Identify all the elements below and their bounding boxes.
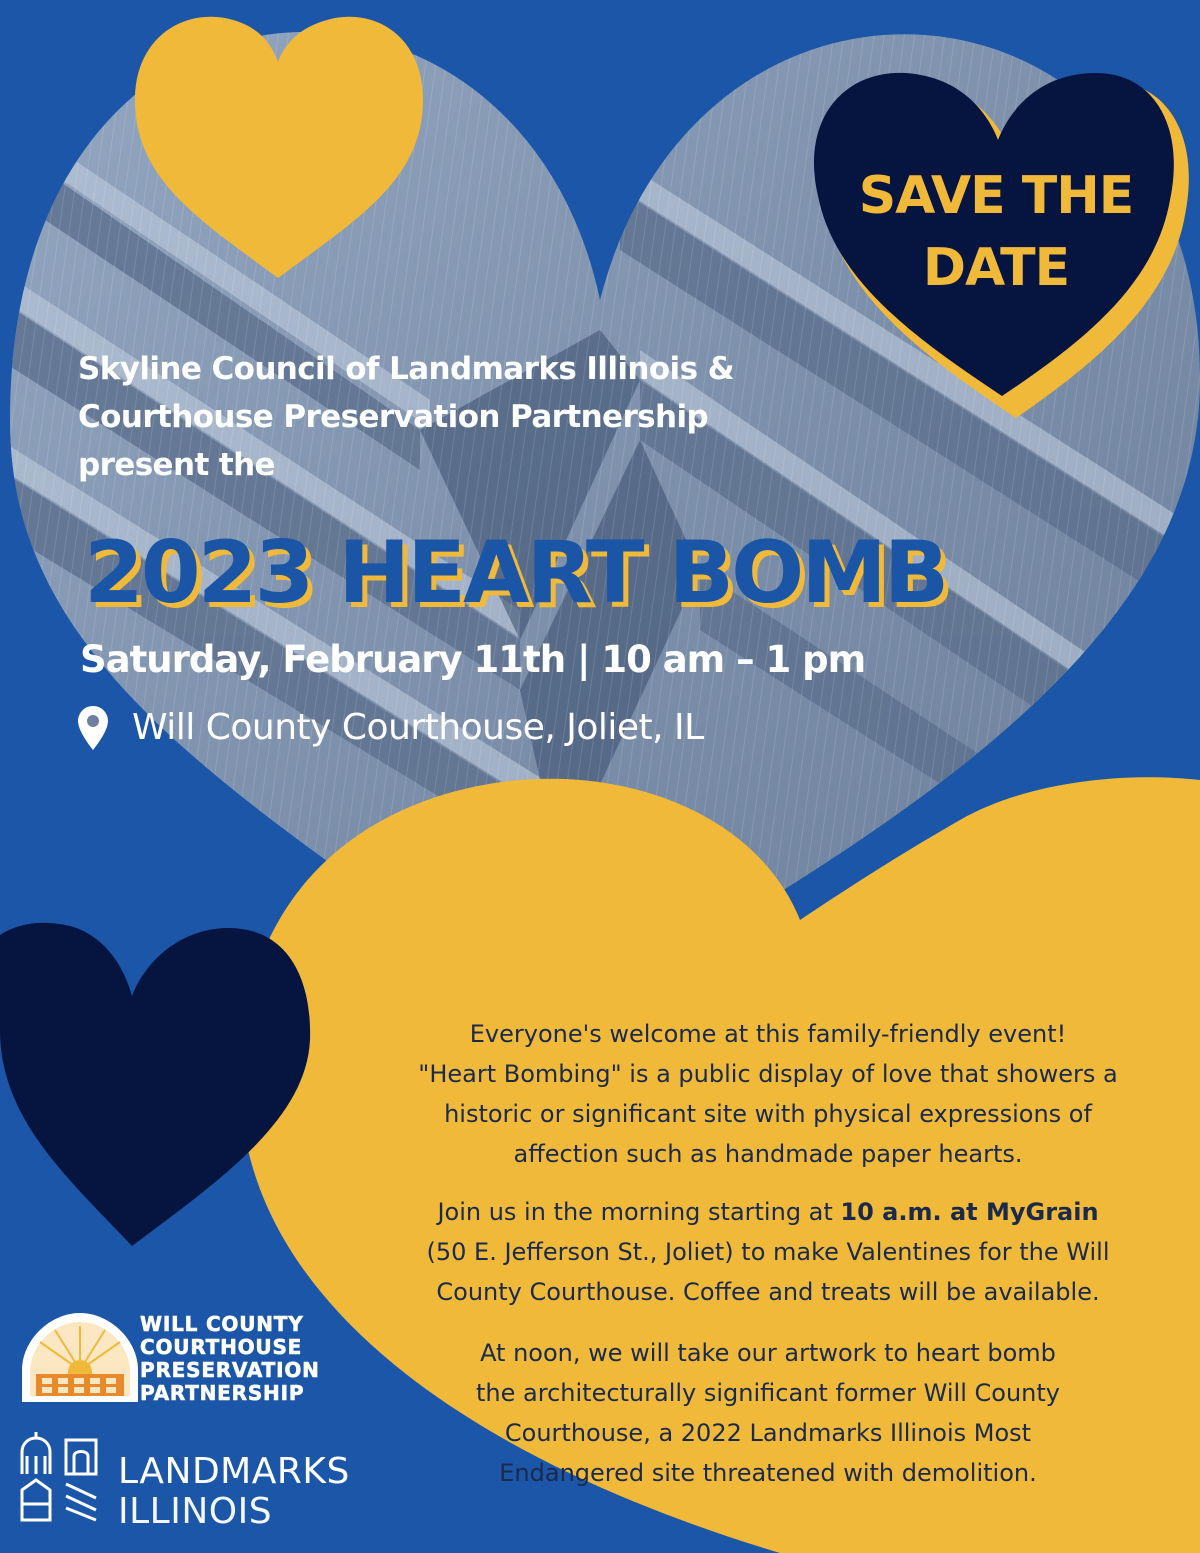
event-location-text: Will County Courthouse, Joliet, IL — [132, 707, 704, 748]
description-line: the architecturally significant former Will County — [476, 1379, 1060, 1407]
wccpp-logo-text — [140, 1313, 320, 1405]
description-line: "Heart Bombing" is a public display of love that showers a — [418, 1060, 1118, 1088]
description-bold-text: 10 a.m. at MyGrain — [840, 1198, 1099, 1226]
event-location — [78, 702, 704, 754]
event-title: 2023 HEART BOMB — [84, 523, 947, 623]
description-line: Everyone's welcome at this family-friendly event! — [469, 1020, 1067, 1048]
landmarks-line1: LANDMARKS — [118, 1451, 350, 1492]
wccpp-line3: PRESERVATION — [140, 1358, 320, 1382]
description-line: At noon, we will take our artwork to heart bomb — [480, 1339, 1056, 1367]
description-line — [366, 1192, 1170, 1232]
wccpp-line1: WILL COUNTY — [140, 1312, 304, 1336]
map-pin-icon — [78, 706, 108, 750]
description-line: Endangered site threatened with demolition. — [499, 1459, 1037, 1487]
wccpp-line4: PARTNERSHIP — [140, 1381, 305, 1405]
description-line: affection such as handmade paper hearts. — [513, 1140, 1023, 1168]
description-text: Join us in the morning starting at — [437, 1198, 841, 1226]
save-the-date-line2: DATE — [922, 238, 1070, 298]
description-paragraph-2 — [366, 1192, 1170, 1312]
description-line: County Courthouse. Coffee and treats will be available. — [436, 1278, 1100, 1306]
description-line: historic or significant site with physical expressions of — [444, 1100, 1092, 1128]
landmarks-illinois-logo-text — [118, 1452, 350, 1532]
presenters-line1: Skyline Council of Landmarks Illinois & — [78, 351, 735, 387]
save-the-date-badge — [846, 160, 1146, 304]
description-paragraph-3 — [366, 1333, 1170, 1493]
save-the-date-line1: SAVE THE — [858, 166, 1134, 226]
landmarks-line2: ILLINOIS — [118, 1491, 273, 1532]
presenters-line2: Courthouse Preservation Partnership — [78, 399, 709, 435]
description-line: (50 E. Jefferson St., Joliet) to make Valentines for the Will — [426, 1238, 1110, 1266]
description-paragraph-1 — [366, 1014, 1170, 1174]
description-line: Courthouse, a 2022 Landmarks Illinois Most — [504, 1419, 1032, 1447]
presenters-text — [78, 345, 838, 489]
event-datetime: Saturday, February 11th | 10 am – 1 pm — [80, 638, 866, 681]
wccpp-line2: COURTHOUSE — [140, 1335, 303, 1359]
presenters-line3: present the — [78, 447, 275, 483]
